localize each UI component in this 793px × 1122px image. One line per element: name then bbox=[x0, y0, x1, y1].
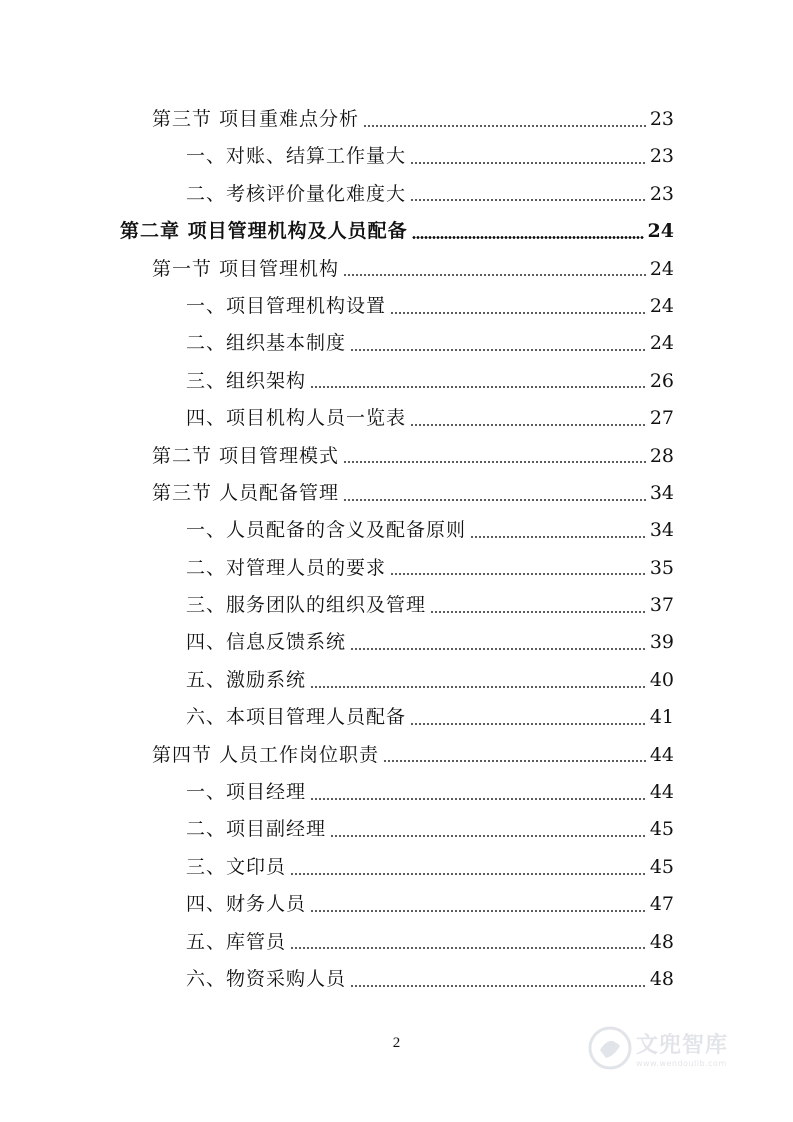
toc-entry-title: 三、组织架构 bbox=[186, 369, 307, 392]
toc-entry-page: 23 bbox=[649, 182, 674, 205]
toc-entry-page: 48 bbox=[649, 967, 674, 990]
table-of-contents bbox=[0, 101, 793, 998]
toc-entry-section[interactable] bbox=[0, 438, 793, 475]
toc-entry-page: 39 bbox=[649, 631, 674, 654]
toc-dot-leader bbox=[290, 873, 646, 875]
toc-entry-page: 24 bbox=[649, 294, 674, 317]
toc-entry-page: 23 bbox=[649, 145, 674, 168]
toc-entry-page: 47 bbox=[649, 893, 674, 916]
toc-entry-title: 一、项目经理 bbox=[186, 781, 307, 804]
toc-entry-item[interactable] bbox=[0, 774, 793, 811]
toc-entry-item[interactable] bbox=[0, 325, 793, 362]
toc-dot-leader bbox=[410, 162, 646, 164]
toc-entry-item[interactable] bbox=[0, 811, 793, 848]
toc-entry-item[interactable] bbox=[0, 624, 793, 661]
toc-entry-title: 六、本项目管理人员配备 bbox=[186, 706, 407, 729]
toc-entry-item[interactable] bbox=[0, 961, 793, 998]
toc-entry-item[interactable] bbox=[0, 288, 793, 325]
toc-entry-title: 二、项目副经理 bbox=[186, 818, 327, 841]
toc-dot-leader bbox=[470, 536, 646, 538]
toc-entry-page: 37 bbox=[649, 594, 674, 617]
toc-dot-leader bbox=[310, 386, 646, 388]
toc-entry-page: 28 bbox=[649, 444, 674, 467]
toc-entry-item[interactable] bbox=[0, 512, 793, 549]
toc-dot-leader bbox=[343, 461, 646, 463]
toc-entry-page: 23 bbox=[649, 108, 674, 130]
toc-dot-leader bbox=[290, 947, 646, 949]
toc-entry-title: 第三节 项目重难点分析 bbox=[152, 108, 360, 130]
toc-entry-title: 一、项目管理机构设置 bbox=[186, 294, 387, 317]
toc-entry-page: 34 bbox=[649, 481, 674, 504]
toc-entry-item[interactable] bbox=[0, 587, 793, 624]
toc-entry-section[interactable] bbox=[0, 737, 793, 774]
watermark-url: www.wendoulib.com bbox=[636, 1059, 727, 1068]
toc-entry-title: 第二节 项目管理模式 bbox=[152, 444, 340, 467]
toc-entry-title: 一、对账、结算工作量大 bbox=[186, 145, 407, 168]
toc-entry-page: 34 bbox=[649, 519, 674, 542]
toc-dot-leader bbox=[390, 573, 646, 575]
toc-entry-title: 第二章 项目管理机构及人员配备 bbox=[120, 220, 408, 243]
toc-entry-page: 44 bbox=[649, 743, 674, 766]
toc-dot-leader bbox=[383, 760, 646, 762]
toc-entry-item[interactable] bbox=[0, 138, 793, 175]
toc-entry-title: 六、物资采购人员 bbox=[186, 967, 347, 990]
toc-dot-leader bbox=[390, 312, 646, 314]
toc-entry-item[interactable] bbox=[0, 400, 793, 437]
toc-entry-item[interactable] bbox=[0, 849, 793, 886]
watermark-text bbox=[636, 1028, 728, 1068]
toc-dot-leader bbox=[343, 274, 646, 276]
toc-entry-item[interactable] bbox=[0, 924, 793, 961]
toc-entry-item[interactable] bbox=[0, 550, 793, 587]
toc-dot-leader bbox=[350, 985, 646, 987]
toc-entry-title: 三、文印员 bbox=[186, 855, 287, 878]
toc-entry-title: 五、激励系统 bbox=[186, 668, 307, 691]
toc-entry-page: 27 bbox=[649, 407, 674, 430]
toc-entry-title: 第四节 人员工作岗位职责 bbox=[152, 743, 380, 766]
toc-entry-page: 44 bbox=[649, 781, 674, 804]
toc-entry-page: 35 bbox=[649, 556, 674, 579]
toc-entry-page: 24 bbox=[649, 332, 674, 355]
toc-entry-item[interactable] bbox=[0, 176, 793, 213]
toc-entry-page: 45 bbox=[649, 855, 674, 878]
toc-entry-item[interactable] bbox=[0, 699, 793, 736]
toc-entry-title: 三、服务团队的组织及管理 bbox=[186, 594, 427, 617]
toc-dot-leader bbox=[430, 611, 646, 613]
toc-entry-chapter[interactable] bbox=[0, 213, 793, 250]
toc-dot-leader bbox=[412, 236, 644, 239]
toc-entry-item[interactable] bbox=[0, 886, 793, 923]
toc-entry-page: 24 bbox=[647, 220, 674, 243]
toc-entry-page: 40 bbox=[649, 668, 674, 691]
toc-entry-section[interactable] bbox=[0, 251, 793, 288]
toc-dot-leader bbox=[310, 910, 646, 912]
page-number: 2 bbox=[392, 1035, 401, 1051]
toc-dot-leader bbox=[330, 835, 646, 837]
wendou-logo-icon bbox=[588, 1026, 632, 1070]
watermark bbox=[588, 1018, 758, 1078]
toc-entry-title: 二、考核评价量化难度大 bbox=[186, 182, 407, 205]
toc-dot-leader bbox=[410, 723, 646, 725]
toc-entry-title: 二、组织基本制度 bbox=[186, 332, 347, 355]
toc-dot-leader bbox=[350, 349, 646, 351]
toc-entry-item[interactable] bbox=[0, 363, 793, 400]
toc-entry-page: 48 bbox=[649, 930, 674, 953]
toc-entry-item[interactable] bbox=[0, 662, 793, 699]
toc-entry-page: 41 bbox=[649, 706, 674, 729]
toc-entry-page: 45 bbox=[649, 818, 674, 841]
toc-entry-title: 四、项目机构人员一览表 bbox=[186, 407, 407, 430]
toc-dot-leader bbox=[363, 125, 646, 127]
toc-dot-leader bbox=[310, 686, 646, 688]
toc-entry-title: 第一节 项目管理机构 bbox=[152, 257, 340, 280]
toc-dot-leader bbox=[350, 648, 646, 650]
toc-dot-leader bbox=[310, 798, 646, 800]
toc-entry-section[interactable] bbox=[0, 475, 793, 512]
toc-entry-title: 五、库管员 bbox=[186, 930, 287, 953]
toc-entry-title: 二、对管理人员的要求 bbox=[186, 556, 387, 579]
toc-entry-page: 24 bbox=[649, 257, 674, 280]
toc-dot-leader bbox=[410, 199, 646, 201]
toc-dot-leader bbox=[410, 424, 646, 426]
toc-dot-leader bbox=[343, 499, 646, 501]
toc-entry-title: 第三节 人员配备管理 bbox=[152, 481, 340, 504]
watermark-name: 文兜智库 bbox=[636, 1033, 729, 1058]
toc-entry-section[interactable] bbox=[0, 101, 793, 138]
toc-entry-title: 四、信息反馈系统 bbox=[186, 631, 347, 654]
toc-entry-page: 26 bbox=[649, 369, 674, 392]
toc-entry-title: 一、人员配备的含义及配备原则 bbox=[186, 519, 467, 542]
toc-entry-title: 四、财务人员 bbox=[186, 893, 307, 916]
